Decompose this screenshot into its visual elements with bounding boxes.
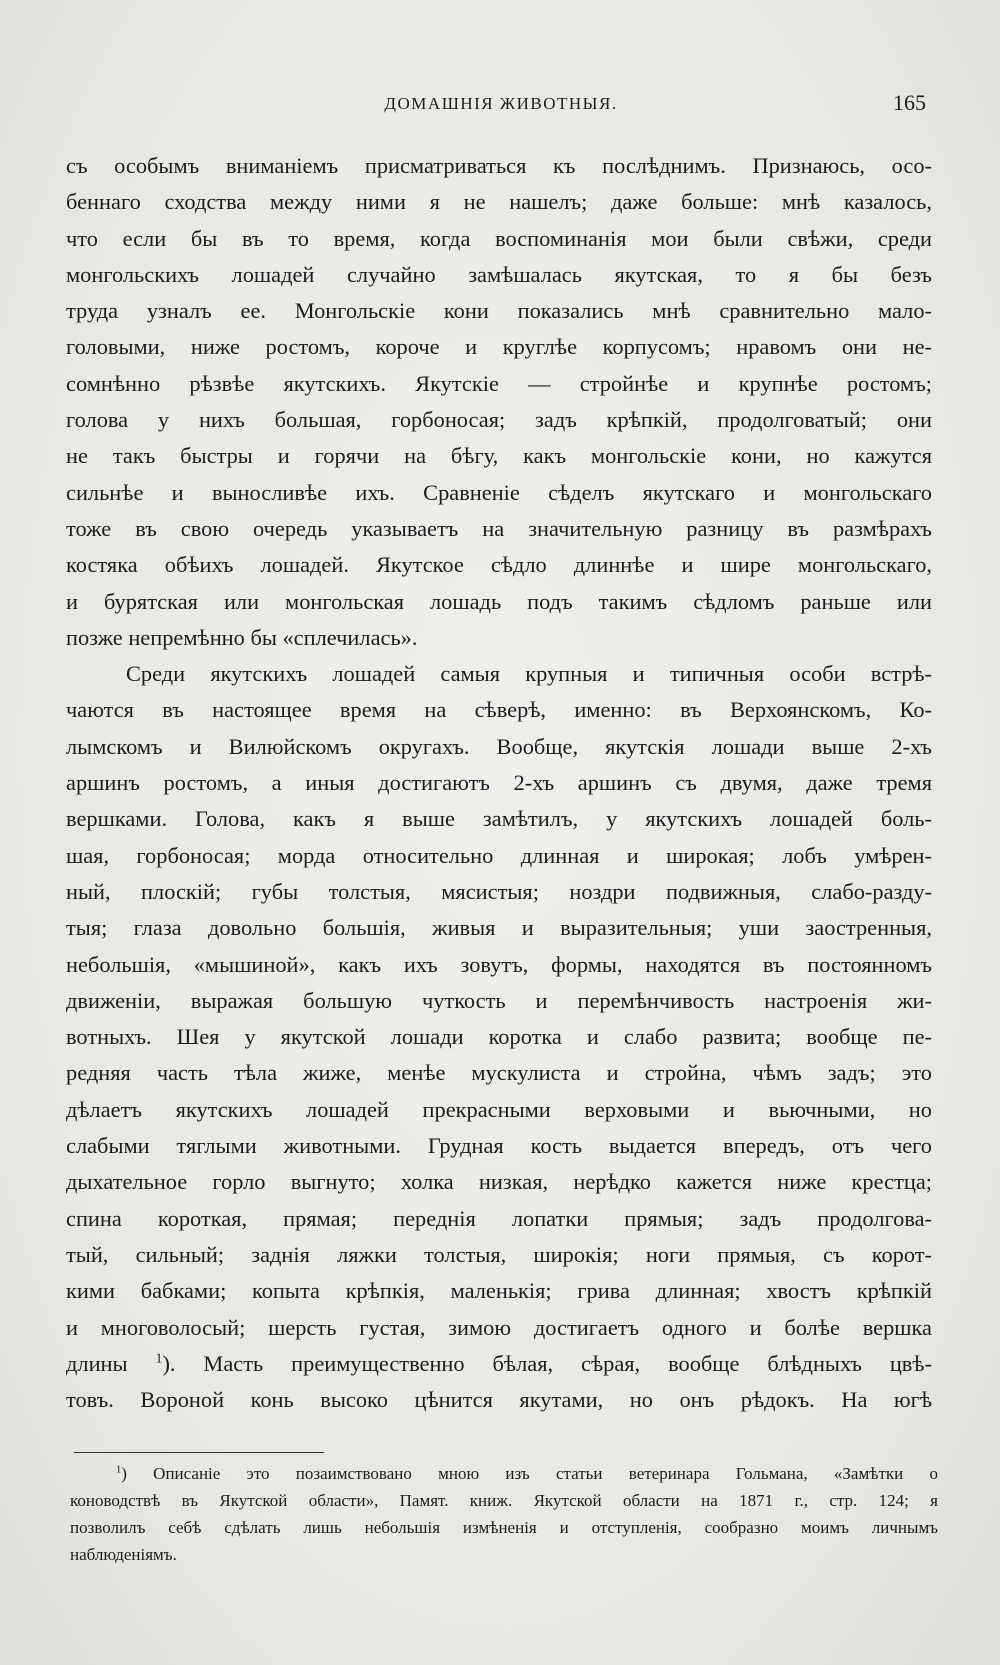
text-line: позже непремѣнно бы «сплечилась».: [66, 624, 418, 650]
paragraph-1: [66, 148, 932, 656]
text-line: головыми, ниже ростомъ, короче и круглѣе корпусомъ; нравомъ они не-: [66, 334, 932, 360]
text-fragment: ). Масть преимущественно бѣлая, сѣрая, вообще блѣдныхъ цвѣ-: [162, 1350, 932, 1376]
text-line: что если бы въ то время, когда воспоминанія мои были свѣжи, среди: [66, 225, 932, 251]
footnote-divider: [74, 1452, 324, 1453]
text-line: дѣлаетъ якутскихъ лошадей прекрасными верховыми и вьючными, но: [66, 1096, 932, 1122]
text-line: шая, горбоносая; морда относительно длинная и широкая; лобъ умѣрен-: [66, 842, 932, 868]
footnote: [70, 1460, 938, 1568]
text-line: и многоволосый; шерсть густая, зимою достигаетъ одного и болѣе вершка: [66, 1314, 932, 1340]
page-number: 165: [893, 90, 926, 115]
text-line: аршинъ ростомъ, а иныя достигаютъ 2-хъ аршинъ съ двумя, даже тремя: [66, 770, 932, 796]
paragraph-2: [66, 656, 932, 1418]
footnote-line: коноводствѣ въ Якутской области», Памят. книж. Якутской области на 1871 г., стр. 124; я: [70, 1491, 938, 1510]
footnote-reference[interactable]: 1: [155, 1351, 163, 1367]
text-line: товъ. Вороной конь высоко цѣнится якутами, но онъ рѣдокъ. На югѣ: [66, 1387, 932, 1413]
text-line: лымскомъ и Вилюйскомъ округахъ. Вообще, якутскія лошади выше 2-хъ: [66, 733, 932, 759]
text-line: и бурятская или монгольская лошадь подъ такимъ сѣдломъ раньше или: [66, 588, 932, 614]
text-line: монгольскихъ лошадей случайно замѣшалась якутская, то я бы безъ: [66, 261, 932, 287]
text-line: голова у нихъ большая, горбоносая; задъ крѣпкій, продолговатый; они: [66, 407, 932, 433]
text-line: беннаго сходства между ними я не нашелъ; даже больше: мнѣ казалось,: [66, 189, 932, 215]
text-line: тыя; глаза довольно большія, живыя и выразительныя; уши заостренныя,: [66, 915, 932, 941]
text-line: ный, плоскій; губы толстыя, мясистыя; ноздри подвижныя, слабо-разду-: [66, 878, 932, 904]
text-line: чаются въ настоящее время на сѣверѣ, именно: въ Верхоянскомъ, Ко-: [66, 697, 932, 723]
footnote-text: ) Описаніе это позаимствовано мною изъ статьи ветеринара Гольмана, «Замѣтки о: [121, 1464, 938, 1483]
text-line: дыхательное горло выгнуто; холка низкая, нерѣдко кажется ниже крестца;: [66, 1169, 932, 1195]
text-line: редняя часть тѣла жиже, менѣе мускулиста и стройна, чѣмъ задъ; это: [66, 1060, 932, 1086]
text-line: съ особымъ вниманіемъ присматриваться къ послѣднимъ. Признаюсь, осо-: [66, 153, 932, 178]
page-header: [70, 90, 932, 120]
text-line: движеніи, выражая большую чуткость и перемѣнчивость настроенія жи-: [66, 987, 932, 1013]
text-line: костяка обѣихъ лошадей. Якутское сѣдло длиннѣе и шире монгольскаго,: [66, 552, 932, 578]
text-line: не такъ быстры и горячи на бѣгу, какъ монгольскіе кони, но кажутся: [66, 443, 932, 469]
text-line-with-footnote: [66, 1346, 932, 1382]
text-line: вотныхъ. Шея у якутской лошади коротка и слабо развита; вообще пе-: [66, 1024, 932, 1050]
footnote-marker: 1: [116, 1464, 122, 1476]
text-line: вершками. Голова, какъ я выше замѣтилъ, у якутскихъ лошадей боль-: [66, 806, 932, 832]
footnote-line: наблюденіямъ.: [70, 1545, 177, 1564]
footnote-line: [70, 1460, 938, 1487]
text-line: слабыми тяглыми животными. Грудная кость выдается впередъ, отъ чего: [66, 1133, 932, 1159]
text-line: Среди якутскихъ лошадей самыя крупныя и типичныя особи встрѣ-: [126, 661, 932, 687]
running-head: ДОМАШНІЯ ЖИВОТНЫЯ.: [384, 94, 618, 113]
text-line: сомнѣнно рѣзвѣе якутскихъ. Якутскіе — стройнѣе и крупнѣе ростомъ;: [66, 370, 932, 396]
text-line: сильнѣе и выносливѣе ихъ. Сравненіе сѣделъ якутскаго и монгольскаго: [66, 479, 932, 505]
text-line: кими бабками; копыта крѣпкія, маленькія; грива длинная; хвостъ крѣпкій: [66, 1278, 932, 1304]
text-fragment: длины: [66, 1350, 128, 1376]
text-line: труда узналъ ее. Монгольскіе кони показались мнѣ сравнительно мало-: [66, 298, 932, 324]
text-line: небольшія, «мышиной», какъ ихъ зовутъ, формы, находятся въ постоянномъ: [66, 951, 932, 977]
text-line: тый, сильный; заднія ляжки толстыя, широкія; ноги прямыя, съ корот-: [66, 1241, 932, 1267]
text-line: тоже въ свою очередь указываетъ на значительную разницу въ размѣрахъ: [66, 515, 932, 541]
footnote-line: позволилъ себѣ сдѣлать лишь небольшія измѣненія и отступленія, сообразно моимъ личнымъ: [70, 1518, 938, 1537]
body-text: [66, 148, 932, 1418]
text-line: спина короткая, прямая; переднія лопатки прямыя; задъ продолгова-: [66, 1205, 932, 1231]
